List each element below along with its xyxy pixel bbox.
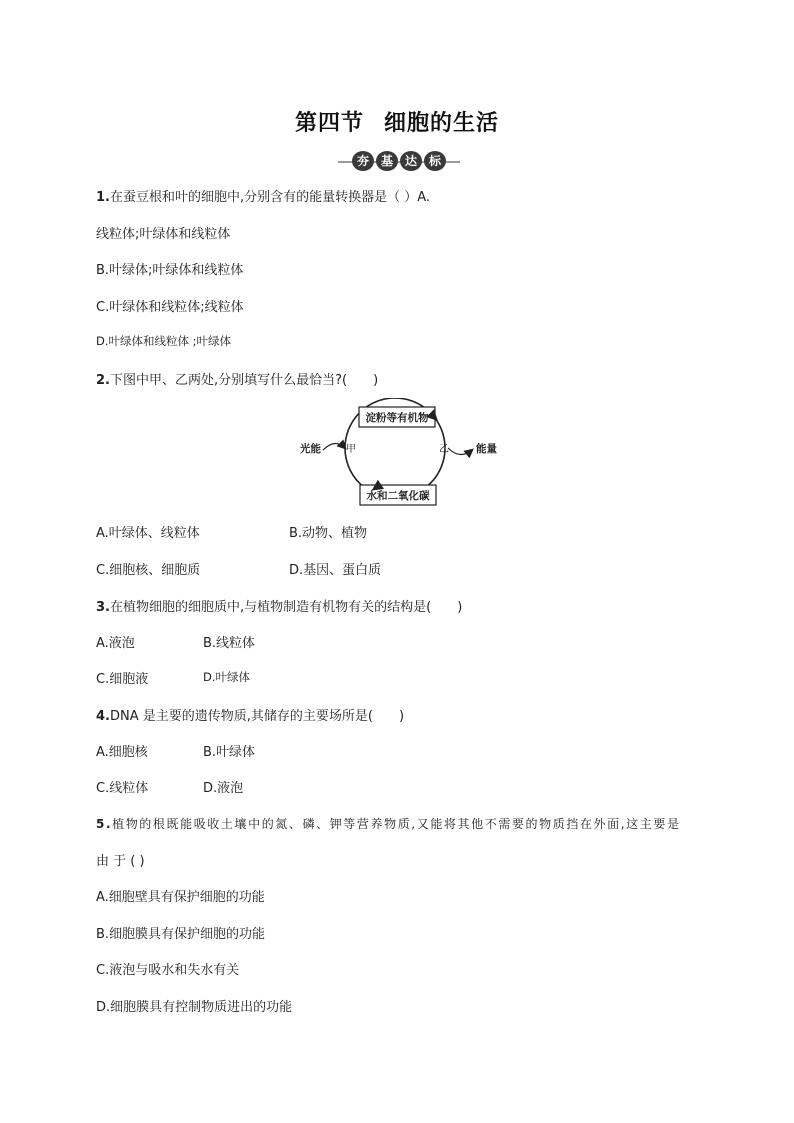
banner-char: 夯 xyxy=(352,151,374,171)
question-1-option: C.叶绿体和线粒体;线粒体 xyxy=(96,300,244,315)
question-5-option: C.液泡与吸水和失水有关 xyxy=(96,963,240,978)
question-1-option: B.叶绿体;叶绿体和线粒体 xyxy=(96,263,244,278)
question-3-option: A.液泡 xyxy=(96,636,135,651)
question-2-option: D.基因、蛋白质 xyxy=(289,563,382,578)
question-4-stem: 4.DNA 是主要的遗传物质,其储存的主要场所是( ) xyxy=(96,709,405,724)
question-4-option: D.液泡 xyxy=(203,781,244,796)
question-number: 3. xyxy=(96,600,110,615)
question-2-stem: 2.下图中甲、乙两处,分别填写什么最恰当?( ) xyxy=(96,373,379,388)
top-box-label: 淀粉等有机物 xyxy=(365,412,429,424)
question-3-stem: 3.在植物细胞的细胞质中,与植物制造有机物有关的结构是( ) xyxy=(96,600,463,615)
section-number: 第四节 xyxy=(294,110,364,136)
section-banner xyxy=(338,150,460,174)
input-arrow xyxy=(323,443,345,450)
output-arrow xyxy=(448,448,472,455)
question-4-option: B.叶绿体 xyxy=(203,745,256,760)
section-title: 细胞的生活 xyxy=(384,110,500,136)
question-3-option: B.线粒体 xyxy=(203,636,256,651)
banner-char: 基 xyxy=(376,151,398,171)
banner-char: 达 xyxy=(400,151,422,171)
question-5-stem: 5.植物的根既能吸收土壤中的氮、磷、钾等营养物质,又能将其他不需要的物质挡在外面,这主要是 xyxy=(96,817,681,831)
input-label: 光能 xyxy=(300,443,321,455)
left-label: 甲 xyxy=(346,444,356,455)
question-5-option: B.细胞膜具有保护细胞的功能 xyxy=(96,927,266,942)
banner-char: 标 xyxy=(424,151,446,171)
output-label: 能量 xyxy=(476,443,497,455)
question-1-stem: 1.在蚕豆根和叶的细胞中,分别含有的能量转换器是（ ）A. xyxy=(96,190,431,205)
question-1-option: D.叶绿体和线粒体 ;叶绿体 xyxy=(96,334,232,348)
question-number: 1. xyxy=(96,190,110,205)
question-2-option: A.叶绿体、线粒体 xyxy=(96,526,200,541)
question-2-option: C.细胞核、细胞质 xyxy=(96,563,201,578)
right-label: 乙 xyxy=(439,444,449,455)
question-number: 4. xyxy=(96,709,110,724)
question-3-option: D.叶绿体 xyxy=(203,670,251,684)
question-1-option: 线粒体;叶绿体和线粒体 xyxy=(96,227,231,242)
question-3-option: C.细胞液 xyxy=(96,672,149,687)
question-5-stem-continued: 由 于 ( ) xyxy=(96,854,145,869)
energy-cycle-diagram xyxy=(290,398,510,510)
bottom-box-label: 水和二氧化碳 xyxy=(366,490,430,502)
question-number: 2. xyxy=(96,373,110,388)
question-5-option: D.细胞膜具有控制物质进出的功能 xyxy=(96,1000,293,1015)
question-2-option: B.动物、植物 xyxy=(289,526,368,541)
question-4-option: A.细胞核 xyxy=(96,745,148,760)
page-title xyxy=(0,106,794,137)
question-number: 5. xyxy=(96,817,113,831)
question-4-option: C.线粒体 xyxy=(96,781,149,796)
question-5-option: A.细胞壁具有保护细胞的功能 xyxy=(96,890,265,905)
